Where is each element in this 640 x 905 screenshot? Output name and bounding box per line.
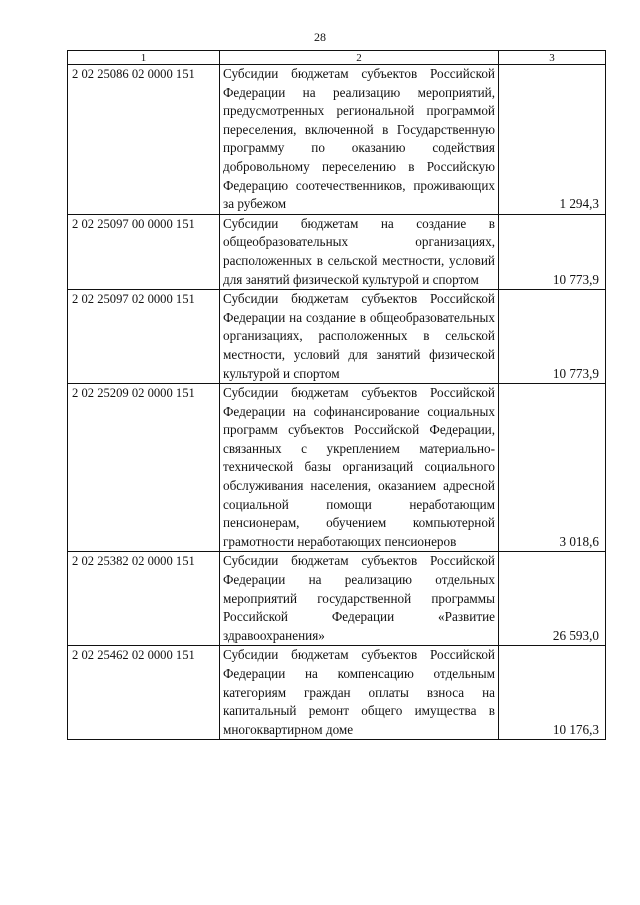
- table-row: [68, 384, 606, 552]
- budget-code: 2 02 25097 00 0000 151: [68, 214, 220, 289]
- budget-code: 2 02 25086 02 0000 151: [68, 65, 220, 215]
- budget-amount: 10 773,9: [499, 214, 606, 289]
- budget-description: Субсидии бюджетам субъектов Российской Федерации на софинансирование социальных программ субъектов Российской Федерации, связанных с укреплением материально-технической базы организаций социального обслуживания населения, оказанием адресной социальной помощи неработающим пенсионерам, обучением компьютерной грамотности неработающих пенсионеров: [220, 384, 499, 552]
- column-header-2: 2: [220, 51, 499, 65]
- budget-table: [67, 50, 606, 740]
- table-row: [68, 552, 606, 646]
- budget-code: 2 02 25462 02 0000 151: [68, 646, 220, 740]
- column-header-1: 1: [68, 51, 220, 65]
- budget-amount: 26 593,0: [499, 552, 606, 646]
- budget-description: Субсидии бюджетам субъектов Российской Федерации на реализацию мероприятий, предусмотренных региональной программой переселения, включенной в Государственную программу по оказанию содействия добровольному переселению в Российскую Федерацию соотечественников, проживающих за рубежом: [220, 65, 499, 215]
- table-header-row: [68, 51, 606, 65]
- page-number: 28: [314, 30, 326, 44]
- budget-description: Субсидии бюджетам субъектов Российской Федерации на реализацию отдельных мероприятий государственной программы Российской Федерации «Развитие здравоохранения»: [220, 552, 499, 646]
- budget-code: 2 02 25209 02 0000 151: [68, 384, 220, 552]
- budget-description: Субсидии бюджетам субъектов Российской Федерации на создание в общеобразовательных организациях, расположенных в сельской местности, условий для занятий физической культурой и спортом: [220, 290, 499, 384]
- table-row: [68, 646, 606, 740]
- budget-amount: 10 176,3: [499, 646, 606, 740]
- budget-code: 2 02 25097 02 0000 151: [68, 290, 220, 384]
- budget-amount: 10 773,9: [499, 290, 606, 384]
- table-row: [68, 290, 606, 384]
- table-row: [68, 214, 606, 289]
- column-header-3: 3: [499, 51, 606, 65]
- budget-description: Субсидии бюджетам на создание в общеобразовательных организациях, расположенных в сельской местности, условий для занятий физической культурой и спортом: [220, 214, 499, 289]
- budget-description: Субсидии бюджетам субъектов Российской Федерации на компенсацию отдельным категориям граждан оплаты взноса на капитальный ремонт общего имущества в многоквартирном доме: [220, 646, 499, 740]
- table-row: [68, 65, 606, 215]
- budget-code: 2 02 25382 02 0000 151: [68, 552, 220, 646]
- budget-amount: 3 018,6: [499, 384, 606, 552]
- budget-amount: 1 294,3: [499, 65, 606, 215]
